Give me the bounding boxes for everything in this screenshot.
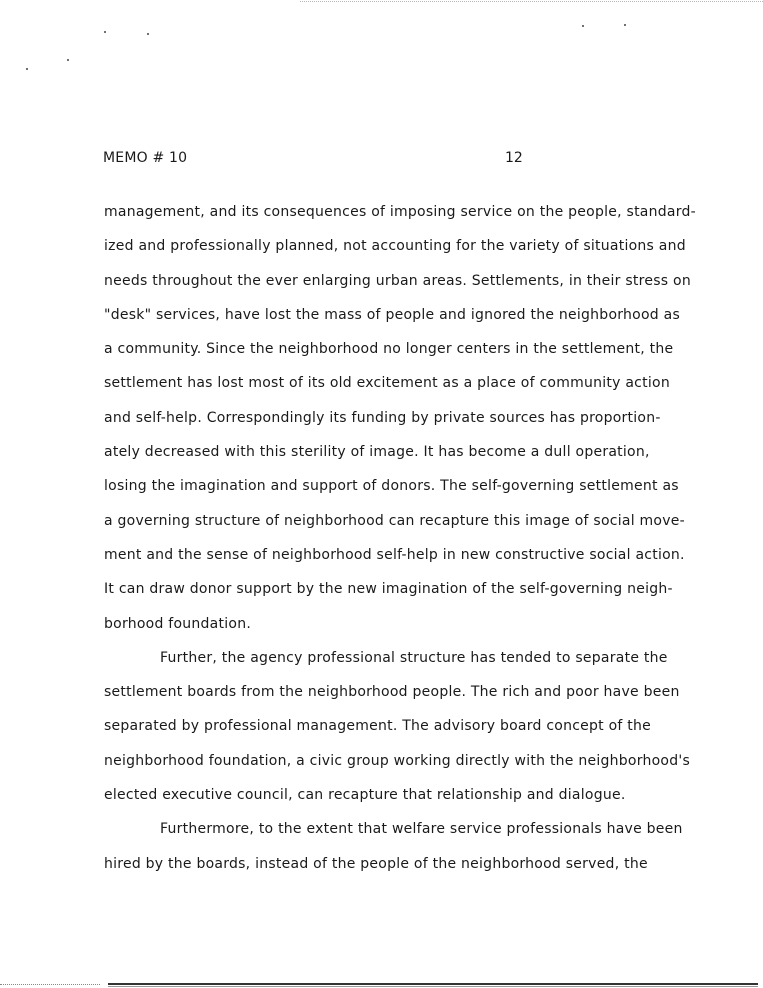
text-line: and self-help. Correspondingly its funding by private sources has proportion- — [104, 409, 661, 426]
page-bottom-edge-shadow — [108, 986, 758, 987]
page-number: 12 — [505, 150, 523, 166]
scan-edge-artifact — [0, 984, 100, 985]
text-line: elected executive council, can recapture that relationship and dialogue. — [104, 787, 626, 804]
text-line: ment and the sense of neighborhood self-help in new constructive social action. — [104, 546, 685, 563]
text-line: settlement has lost most of its old excitement as a place of community action — [104, 375, 670, 392]
text-line: settlement boards from the neighborhood people. The rich and poor have been — [104, 684, 680, 701]
text-line: It can draw donor support by the new imagination of the self-governing neigh- — [104, 581, 673, 598]
scan-edge-artifact — [300, 1, 763, 2]
text-line: needs throughout the ever enlarging urban areas. Settlements, in their stress on — [104, 272, 691, 289]
text-line: ized and professionally planned, not accounting for the variety of situations and — [104, 238, 686, 255]
memo-body — [104, 201, 714, 887]
text-line: borhood foundation. — [104, 615, 252, 632]
text-line: neighborhood foundation, a civic group working directly with the neighborhood's — [104, 752, 690, 769]
page-bottom-edge — [108, 983, 758, 985]
scan-speck — [147, 33, 149, 35]
scan-speck — [26, 68, 28, 70]
text-line: "desk" services, have lost the mass of people and ignored the neighborhood as — [104, 306, 680, 323]
scan-speck — [624, 24, 626, 26]
text-line: separated by professional management. The advisory board concept of the — [104, 718, 652, 735]
paragraph-start-line: Furthermore, to the extent that welfare service professionals have been — [160, 821, 683, 838]
paragraph-start-line: Further, the agency professional structure has tended to separate the — [160, 649, 668, 666]
memo-label: MEMO # 10 — [103, 150, 188, 166]
text-line: a community. Since the neighborhood no longer centers in the settlement, the — [104, 341, 674, 358]
scan-speck — [582, 25, 584, 27]
text-line: a governing structure of neighborhood can recapture this image of social move- — [104, 512, 685, 529]
text-line: management, and its consequences of imposing service on the people, standard- — [104, 204, 696, 220]
text-line: losing the imagination and support of donors. The self-governing settlement as — [104, 478, 679, 495]
text-line: ately decreased with this sterility of image. It has become a dull operation, — [104, 444, 650, 461]
scan-speck — [104, 31, 106, 33]
text-line: hired by the boards, instead of the people of the neighborhood served, the — [104, 855, 648, 872]
scan-speck — [67, 59, 69, 61]
